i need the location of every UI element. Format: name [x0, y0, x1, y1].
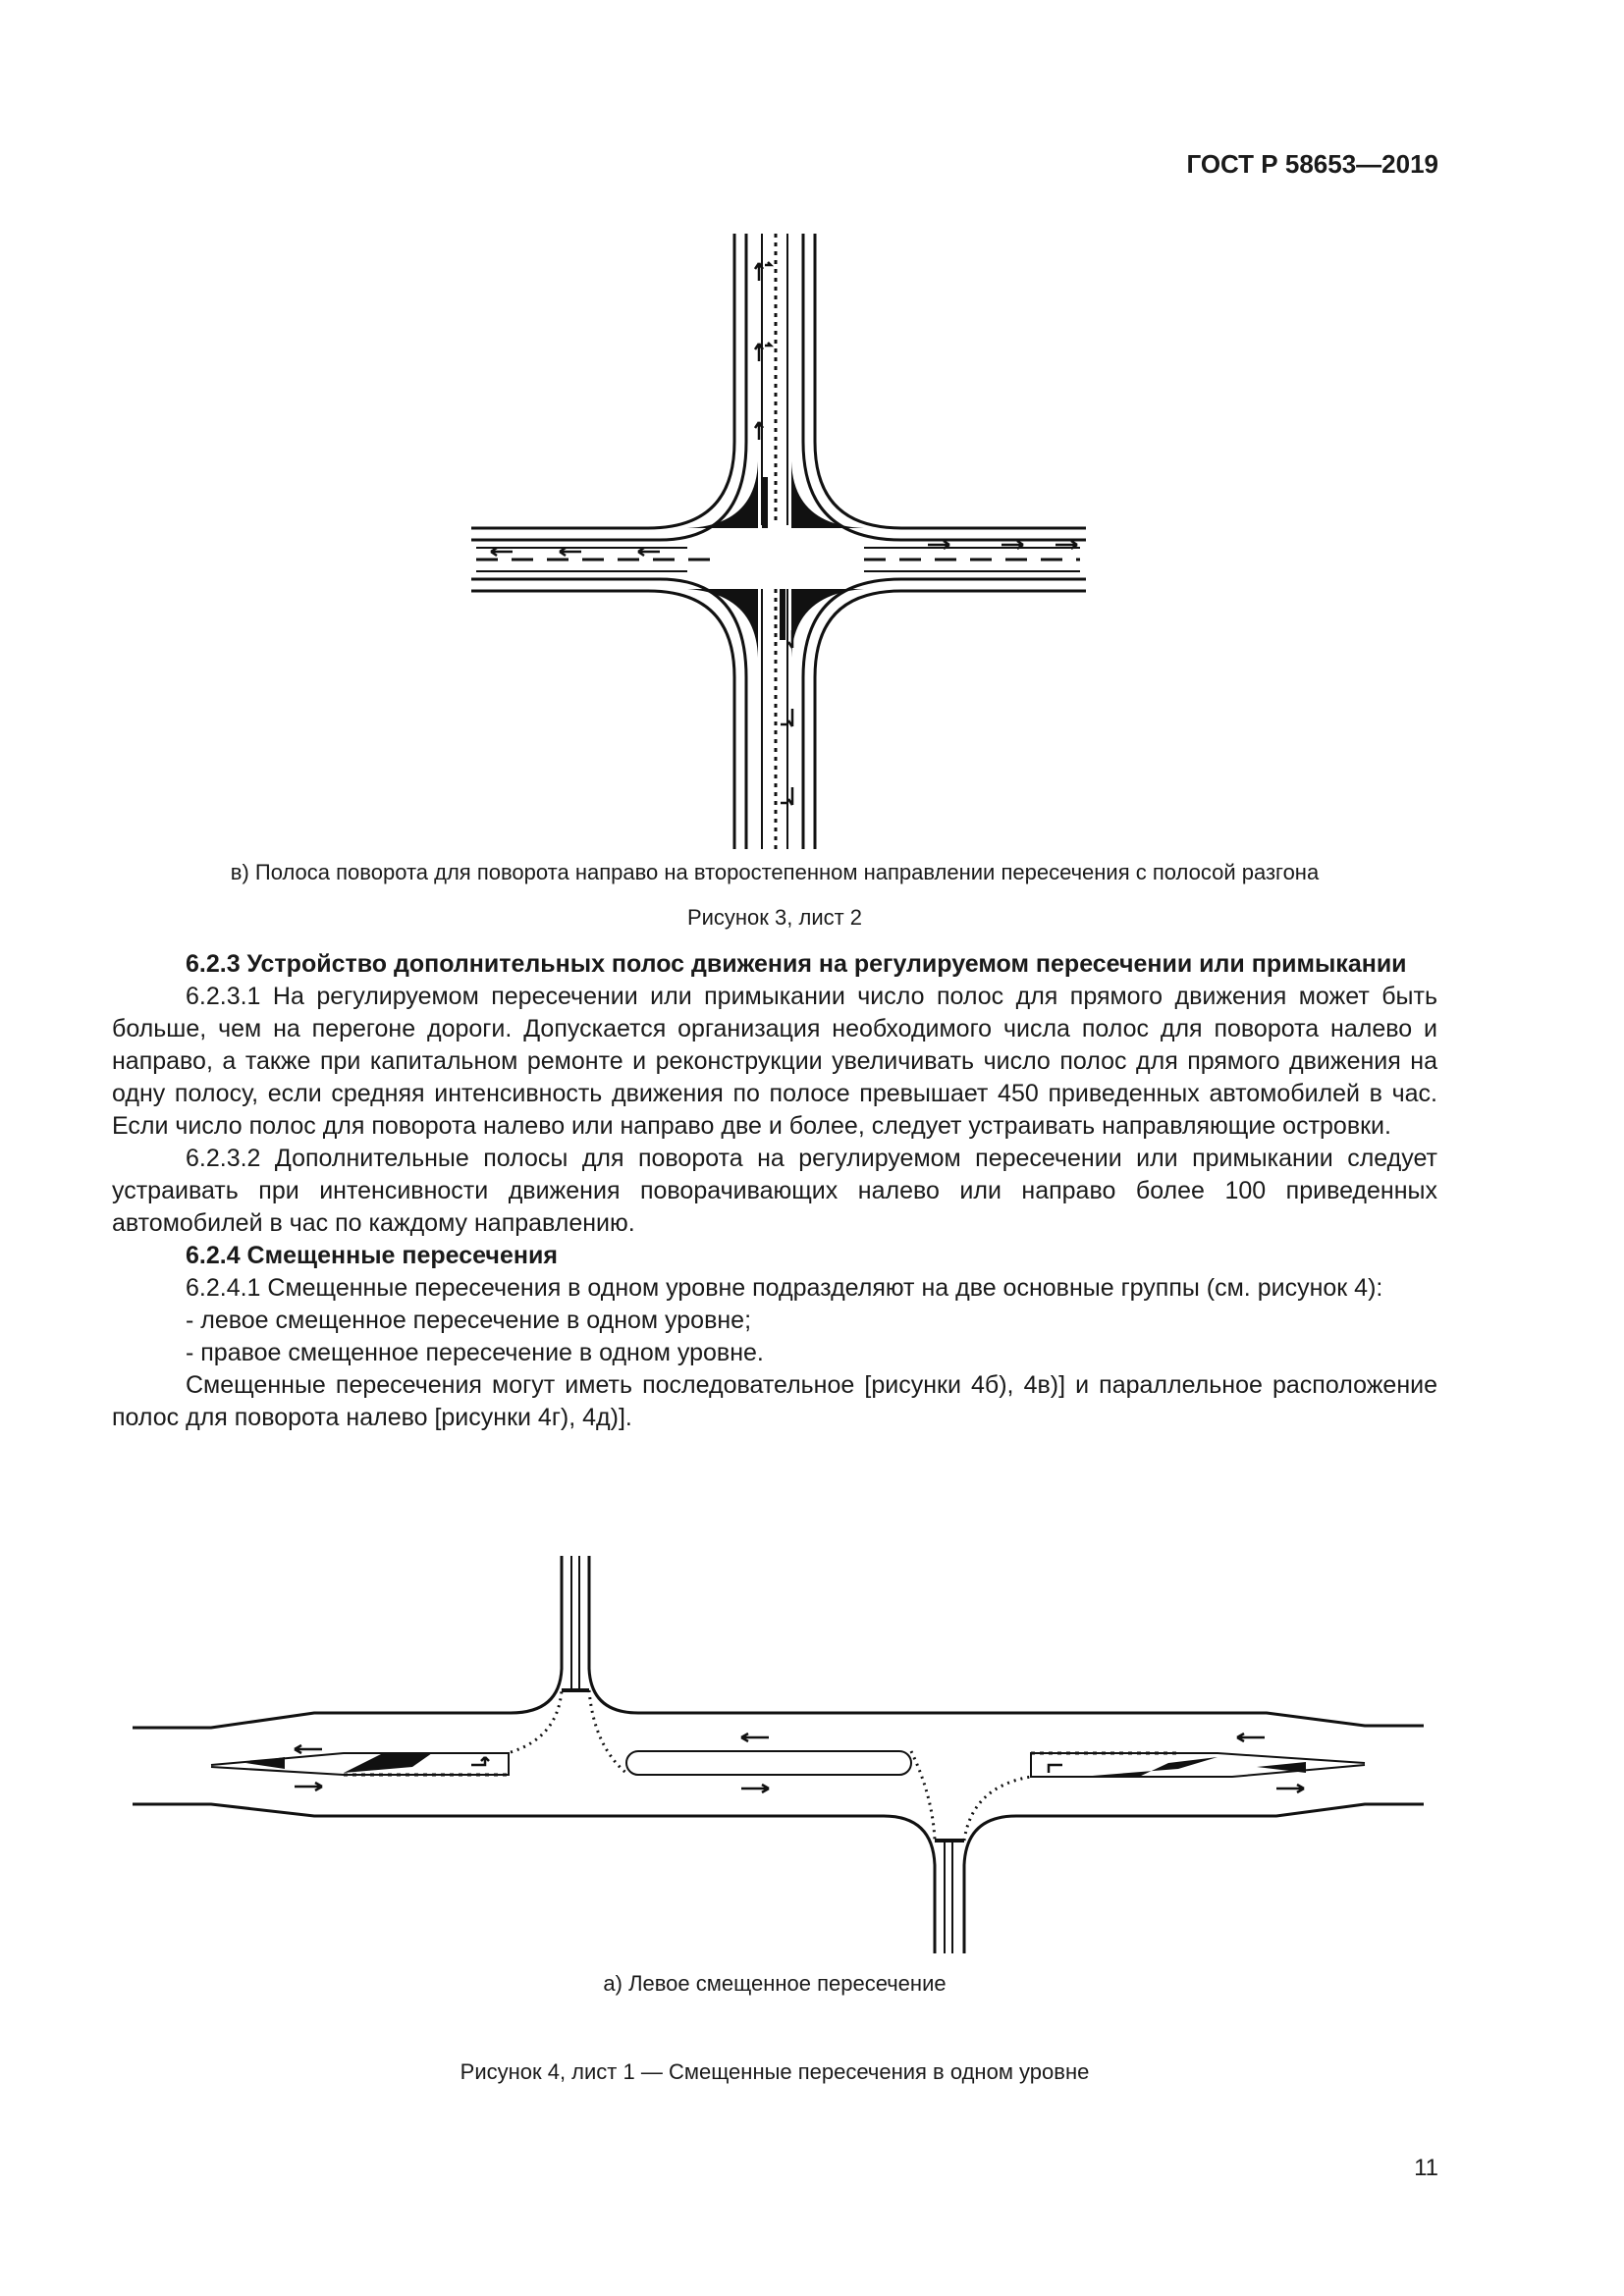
- section-624-paragraph-1: 6.2.4.1 Смещенные пересечения в одном уровне подразделяют на две основные группы (см. рисунок 4):: [186, 1274, 1383, 1302]
- figure4-subcaption: а) Левое смещенное пересечение: [603, 1971, 947, 1996]
- figure3-caption: Рисунок 3, лист 2: [686, 905, 863, 930]
- document-header: ГОСТ Р 58653—2019: [1186, 149, 1438, 179]
- section-623-paragraph-2: 6.2.3.2 Дополнительные полосы для поворота на регулируемом пересечении или примыкании следует устраивать при интенсивности движения поворачивающих налево или направо более 100 приведенных автомобилей в час по каждому направлению.: [112, 1145, 1437, 1237]
- section-624-heading: 6.2.4 Смещенные пересечения: [186, 1242, 558, 1269]
- section-624-list-item-1: - левое смещенное пересечение в одном уровне;: [186, 1307, 752, 1334]
- section-623-paragraph-1: 6.2.3.1 На регулируемом пересечении или примыкании число полос для прямого движения может быть больше, чем на перегоне дороги. Допускается организация необходимого числа полос для поворота налево и направо, а также при капитальном ремонте и реконструкции увеличивать число полос для прямого движения на одну полосу, если средняя интенсивность движения по полосе превышает 450 приведенных автомобилей в час. Если число полос для поворота налево или направо две и более, следует устраивать направляющие островки.: [112, 983, 1437, 1140]
- section-624-paragraph-2: Смещенные пересечения могут иметь последовательное [рисунки 4б), 4в)] и параллельное расположение полос для поворота налево [рисунки 4г), 4д)].: [112, 1371, 1437, 1431]
- section-623-heading: 6.2.3 Устройство дополнительных полос движения на регулируемом пересечении или примыкании: [186, 950, 1407, 978]
- figure3-subcaption: в) Полоса поворота для поворота направо на второстепенном направлении пересечения с полосой разгона: [230, 860, 1320, 884]
- section-624-list-item-2: - правое смещенное пересечение в одном уровне.: [186, 1339, 764, 1366]
- page-number: 11: [1414, 2155, 1438, 2181]
- figure4-caption: Рисунок 4, лист 1 — Смещенные пересечения в одном уровне: [460, 2059, 1090, 2084]
